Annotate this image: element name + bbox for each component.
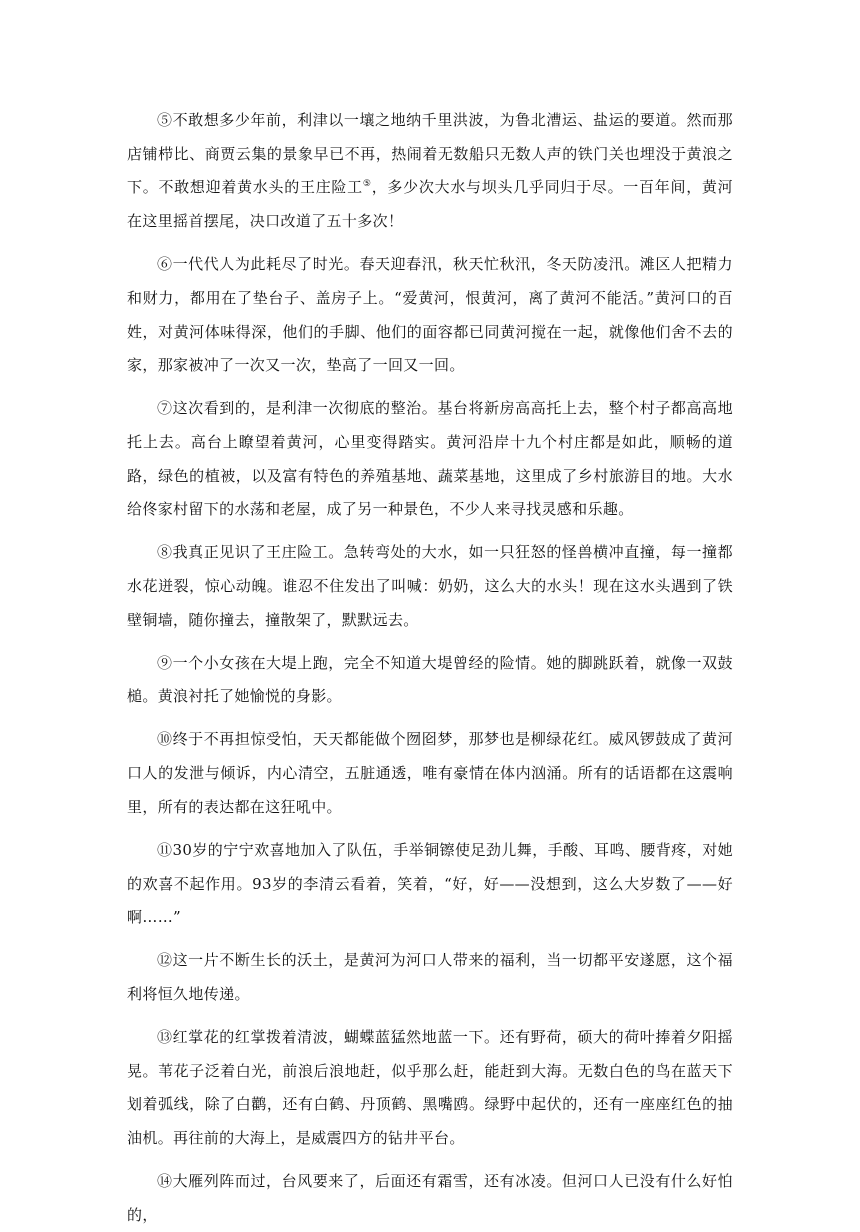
paragraph-11: ⑪30岁的宁宁欢喜地加入了队伍，手举铜镲使足劲儿舞，手酸、耳鸣、腰背疼，对她的欢喜不起作用。93岁的李清云看着，笑着，“好，好——没想到，这么大岁数了——好啊……” bbox=[127, 840, 733, 927]
paragraph-7: ⑦这次看到的，是利津一次彻底的整治。基台将新房高高托上去，整个村子都高高地托上去。高台上瞭望着黄河，心里变得踏实。黄河沿岸十九个村庄都是如此，顺畅的道路，绿色的植被，以及富有特色的养殖基地、蔬菜基地，这里成了乡村旅游目的地。大水给佟家村留下的水荡和老屋，成了另一种景色，不少人来寻找灵感和乐趣。 bbox=[127, 399, 733, 519]
paragraph-5-text-part2: ，多少次大水与坝头几乎同归于尽。一百年间，黄河在这里摇首摆尾，决口改道了五十多次！ bbox=[127, 178, 733, 231]
footnote-marker: ⑤ bbox=[362, 179, 372, 190]
paragraph-5 bbox=[127, 104, 733, 239]
paragraph-14: ⑭大雁列阵而过，台风要来了，后面还有霜雪，还有冰凌。但河口人已没有什么好怕的， bbox=[127, 1172, 733, 1224]
document-page bbox=[127, 104, 733, 1232]
paragraph-8: ⑧我真正见识了王庄险工。急转弯处的大水，如一只狂怒的怪兽横冲直撞，每一撞都水花迸裂，惊心动魄。谁忍不住发出了叫喊：奶奶，这么大的水头！现在这水头遇到了铁壁铜墙，随你撞去，撞散架了，默默远去。 bbox=[127, 543, 733, 629]
paragraph-5-text-part1: ⑤不敢想多少年前，利津以一壤之地纳千里洪波，为鲁北漕运、盐运的要道。然而那店铺栉比、商贾云集的景象早已不再，热闹着无数船只无数人声的铁门关也埋没于黄浪之下。不敢想迎着黄水头的王庄险工 bbox=[127, 111, 733, 197]
paragraph-13: ⑬红掌花的红掌拨着清波，蝴蝶蓝猛然地蓝一下。还有野荷，硕大的荷叶捧着夕阳摇晃。苇花子泛着白光，前浪后浪地赶，似乎那么赶，能赶到大海。无数白色的鸟在蓝天下划着弧线，除了白鹳，还有白鹤、丹顶鹤、黑嘴鸥。绿野中起伏的，还有一座座红色的抽油机。再往前的大海上，是威震四方的钻井平台。 bbox=[127, 1027, 733, 1148]
paragraph-9: ⑨一个小女孩在大堤上跑，完全不知道大堤曾经的险情。她的脚跳跃着，就像一双鼓槌。黄浪衬托了她愉悦的身影。 bbox=[127, 653, 733, 706]
paragraph-10: ⑩终于不再担惊受怕，天天都能做个囫囵梦，那梦也是柳绿花红。威风锣鼓成了黄河口人的发泄与倾诉，内心清空，五脏通透，唯有豪情在体内汹涌。所有的话语都在这震响里，所有的表达都在这狂吼中。 bbox=[127, 730, 733, 816]
paragraph-12: ⑫这一片不断生长的沃土，是黄河为河口人带来的福利，当一切都平安遂愿，这个福利将恒久地传递。 bbox=[127, 951, 733, 1003]
paragraph-6: ⑥一代代人为此耗尽了时光。春天迎春汛，秋天忙秋汛，冬天防凌汛。滩区人把精力和财力，都用在了垫台子、盖房子上。“爱黄河，恨黄河，离了黄河不能活。”黄河口的百姓，对黄河体味得深，他们的手脚、他们的面容都已同黄河搅在一起，就像他们舍不去的家，那家被冲了一次又一次，垫高了一回又一回。 bbox=[127, 255, 733, 375]
